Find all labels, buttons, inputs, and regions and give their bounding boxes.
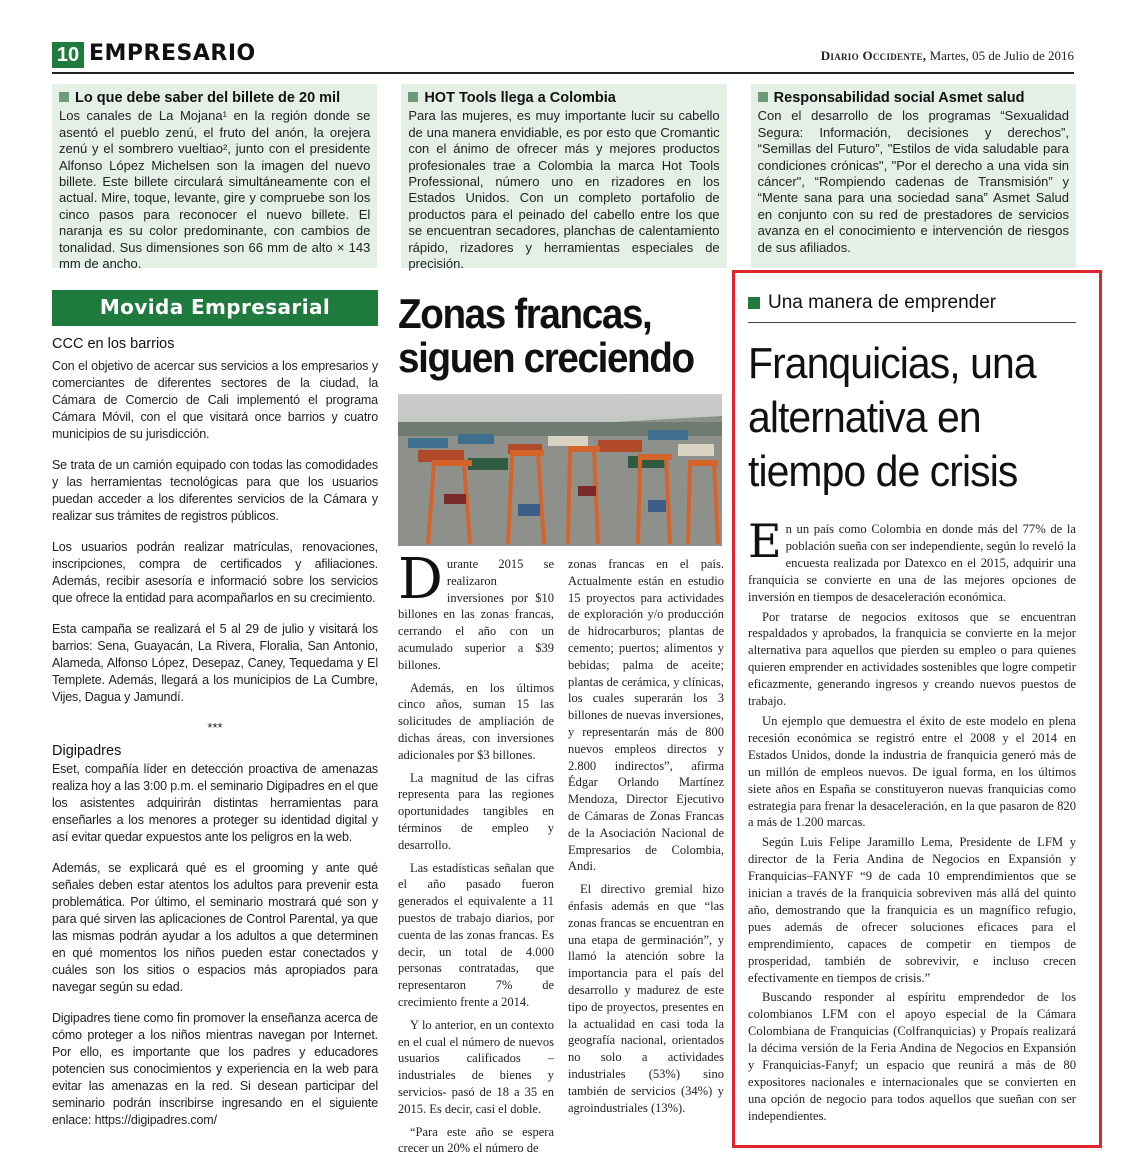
movida-column <box>52 290 378 1143</box>
briefs-row <box>52 84 1076 272</box>
paragraph: Además, en los últimos cinco años, suman 15 las solicitudes de ampliación de dichas áreas, con inversiones adicionales por $3 billones. <box>398 680 554 762</box>
paragraph: zonas francas en el país. Actualmente están en estudio 15 proyectos para actividades de exploración y/o producción de hidrocarburos; plantas de cemento; puertos; alimentos y bebidas; palma de aceite; plantas de cerámica, y clínicas, los cuales superarán los 3 billones de nuevas inversiones, y representarán más de 800 nuevos empleos directos y 2.800 indirectos”, afirma Édgar Orlando Martínez Mendoza, Director Ejecutivo de Cámaras de Zonas Francas de la Asociación Nacional de Empresarios de Colombia, Andi. <box>568 557 724 874</box>
paragraph: Por tratarse de negocios exitosos que se encuentran respaldados y aprobados, la franquicia se convierte en la mejor alternativa para aquellos que pierden su empleo o para quienes quieren emprender en actividades sostenibles que logre competir eficazmente, generando ingresos y creando nuevos puestos de trabajo. <box>748 609 1076 709</box>
paragraph: Buscando responder al espíritu emprendedor de los colombianos LFM con el apoyo especial de la Cámara Colombiana de Franquicias (Colfranquicias) y Propaís realizará la décima versión de la Feria Andina de Negocios en Expansión y Franquicias-Fanyf; un espacio que reunirá a más de 80 expositores nacionales e internacionales que se convierten en una opción de negocio para todos aquellos que sueñan con ser independientes. <box>748 990 1076 1123</box>
article-headline: Franquicias, una alternativa en tiempo de crisis <box>748 339 1036 496</box>
paper-name: Diario Occidente, <box>820 48 927 63</box>
paragraph: La magnitud de las cifras representa para las regiones oportunidades tangibles en términos de empleo y desarrollo. <box>398 770 554 852</box>
brief-text: Para las mujeres, es muy importante lucir su cabello de una manera envidiable, es por esto que Cromantic con el ánimo de ofrecer más y mejores productos profesionales trae a Colombia la marca Hot Tools Professional, número uno en rizadores en los Estados Unidos. Con un completo portafolio de productos para el peinado del cabello entre los que se encuentran secadores, planchas de calentamiento rápido, rizadores y herramientas especiales de precisión. <box>408 108 720 272</box>
paragraph: Los usuarios podrán realizar matrículas, renovaciones, inscripciones, compra de certificados y afiliaciones. Además, recibir asesoría e informació sobre los servicios que ofrece la entidad para acompañarlos en su crecimiento. <box>52 540 378 605</box>
article-kicker: Una manera de emprender <box>748 292 1076 323</box>
paragraph: Además, se explicará qué es el grooming y ante qué señales deben estar atentos los adultos para prevenir esta problemática. Por último, el seminario mostrará qué son y para qué sirven las aplicaciones de Control Parental, ya que las mismas podrán ayudar a los adultos a que determinen en qué momentos los niños pueden estar conectados y cuáles son los sitios o espacios más apropiados para navegar según su edad. <box>52 861 378 994</box>
paragraph: Esta campaña se realizará el 5 al 29 de julio y visitará los barrios: Sena, Guayacán, La Rivera, Floralia, San Antonio, Alameda, Alfonso López, Desepaz, Caney, Tequedama y El Templete. Además, llegará a los municipios de La Cumbre, Vijes, Dagua y Jamundí. <box>52 622 378 704</box>
paragraph: Con el objetivo de acercar sus servicios a los empresarios y comerciantes de diferentes sectores de la ciudad, la Cámara de Comercio de Cali implementó el programa Cámara Móvil, con el que visitará once barrios y cuatro municipios de su jurisdicción. <box>52 359 378 441</box>
issue-date: Martes, 05 de Julio de 2016 <box>926 48 1074 63</box>
paragraph: Un ejemplo que demuestra el éxito de este modelo en plena recesión económica se registró entre el 2008 y el 2014 en Estados Unidos, donde la industria de franquicia generó más de un millón de empleos nuevos. De igual forma, en los últimos siete años en España se constituyeron nuevas franquicias como estrategia para frenar la desaceleración, en la que pasaron de 820 a más de 1.200 marcas. <box>748 713 1076 830</box>
square-bullet-icon <box>758 92 768 102</box>
lead-paragraph: En un país como Colombia en donde más del 77% de la población sueña con ser independiente, según lo reveló la encuesta realizada por Datexco en el 2015, adquirir una franquicia se convierte en una de las mejores opciones de inversión en tiempos de desaceleración económica. <box>748 514 1076 604</box>
port-containers-photo <box>398 394 722 546</box>
brief-title: HOT Tools llega a Colombia <box>408 90 719 106</box>
brief-asmet <box>751 84 1076 268</box>
section-separator: *** <box>207 720 223 735</box>
paragraph: Se trata de un camión equipado con todas las comodidades y las herramientas tecnológicas para que los usuarios puedan acceder a los diferentes servicios de la Cámara y realizar sus trámites de registros públicos. <box>52 458 378 523</box>
section-title: EMPRESARIO <box>89 41 256 66</box>
brief-billete <box>52 84 377 272</box>
paragraph: “Para este año se espera crecer un 20% el número de <box>398 1124 554 1156</box>
subhead-digipadres: Digipadres <box>52 743 122 759</box>
brief-hot-tools <box>401 84 726 272</box>
drop-cap: D <box>398 547 443 612</box>
brief-text: Los canales de La Mojana¹ en la región donde se asentó el pueblo zenú, el fruto del anón, la orejera zenú y el sombrero vueltiao², junto con el presidente Alfonso López Michelsen son la imagen del nuevo billete. Este billete circulará simultáneamente con el actual. Mire, toque, levante, gire y compruebe son los cinco pasos para reconocer el nuevo billete. El naranja es su color predominante, con cambios de tonalidad. Sus dimensiones son 66 mm de alto × 143 mm de ancho. <box>59 108 371 272</box>
paragraph: Digipadres tiene como fin promover la enseñanza acerca de cómo proteger a los niños mientras navegan por Internet. Por ello, es importante que los padres y educadores potencien sus conocimientos y experiencia en la web para evitar las amenazas en la red. Si desean participar del seminario podrán inscribirse ingresando en el siguiente enlace: https://digipadres.com/ <box>52 1011 378 1127</box>
paragraph: Y lo anterior, en un contexto en el cual el número de nuevos usuarios calificados –industriales de bienes y servicios- pasó de 18 a 35 en 2015. Es decir, casi el doble. <box>398 1017 554 1116</box>
body-column-1 <box>398 547 554 1163</box>
article-body <box>398 547 724 1163</box>
franquicias-article <box>748 292 1076 1128</box>
zonas-francas-article <box>398 292 724 1163</box>
masthead-rule <box>52 72 1074 74</box>
paragraph: Eset, compañía líder en detección proactiva de amenazas realiza hoy a las 3:00 p.m. el seminario Digipadres en el que los asistentes adquirirán distintas herramientas para enseñarles a los menores a proteger su identidad digital y así evitar quedar expuestos ante los peligros en la web. <box>52 762 378 844</box>
paragraph: Según Luis Felipe Jaramillo Lema, Presidente de LFM y director de la Feria Andina de Negocios en Expansión y Franquicias–FANYF “9 de cada 10 emprendimientos que se inician a través de la franquicia sobreviven más allá del quinto año, demostrando que la franquicia es un magnífico refugio, pues además de ofrecer soluciones eficaces para el emprendimiento, capaces de competir en tiempos de prosperidad, también de sobrevivir, e incluso crecen efectivamente en tiempos de crisis.” <box>748 835 1076 985</box>
lead-paragraph: Durante 2015 se realizaron inversiones por $10 billones en las zonas francas, cerrando el año con un acumulado superior a $39 billones. <box>398 547 554 672</box>
drop-cap: E <box>748 514 782 568</box>
square-bullet-icon <box>748 297 760 309</box>
article-body <box>748 514 1076 1125</box>
brief-text: Con el desarrollo de los programas “Sexualidad Segura: Información, decisiones y derechos”, “Semillas del Futuro”, "Estilos de vida saludable para condiciones crónicas", "Por el derecho a una vida sin cáncer", “Rompiendo cadenas de Transmisión” y “Mente sana para una sociedad sana” Asmet Salud en conjunto con su red de prestadores de servicios avanza en el conocimiento e intervención de riesgos de sus afiliados. <box>757 108 1069 255</box>
article-headline: Zonas francas, siguen creciendo <box>398 290 694 381</box>
brief-title: Responsabilidad social Asmet salud <box>758 90 1069 106</box>
square-bullet-icon <box>59 92 69 102</box>
brief-title: Lo que debe saber del billete de 20 mil <box>59 90 370 106</box>
subhead-ccc: CCC en los barrios <box>52 336 175 352</box>
paper-dateline <box>821 48 1074 64</box>
square-bullet-icon <box>408 92 418 102</box>
body-column-2 <box>568 556 724 1163</box>
paragraph: El directivo gremial hizo énfasis además en que “las zonas francas se encuentran en una etapa de germinación”, y llamó la atención sobre la importancia para el país del desarrollo y madurez de este tipo de proyectos, presentes en la actualidad en casi toda la geografía nacional, orientados no solo a actividades industriales (53%) sino también de servicios (34%) y agroindustriales (13%). <box>568 882 724 1115</box>
page-number: 10 <box>52 42 84 68</box>
paragraph: Las estadísticas señalan que el año pasado fueron generados el equivalente a 11 puestos de trabajo diarios, por cuenta de las zonas francas. Es decir, un total de 4.000 personas contratadas, que representaron 7% de crecimiento frente a 2014. <box>398 860 554 1009</box>
movida-banner: Movida Empresarial <box>52 290 378 326</box>
